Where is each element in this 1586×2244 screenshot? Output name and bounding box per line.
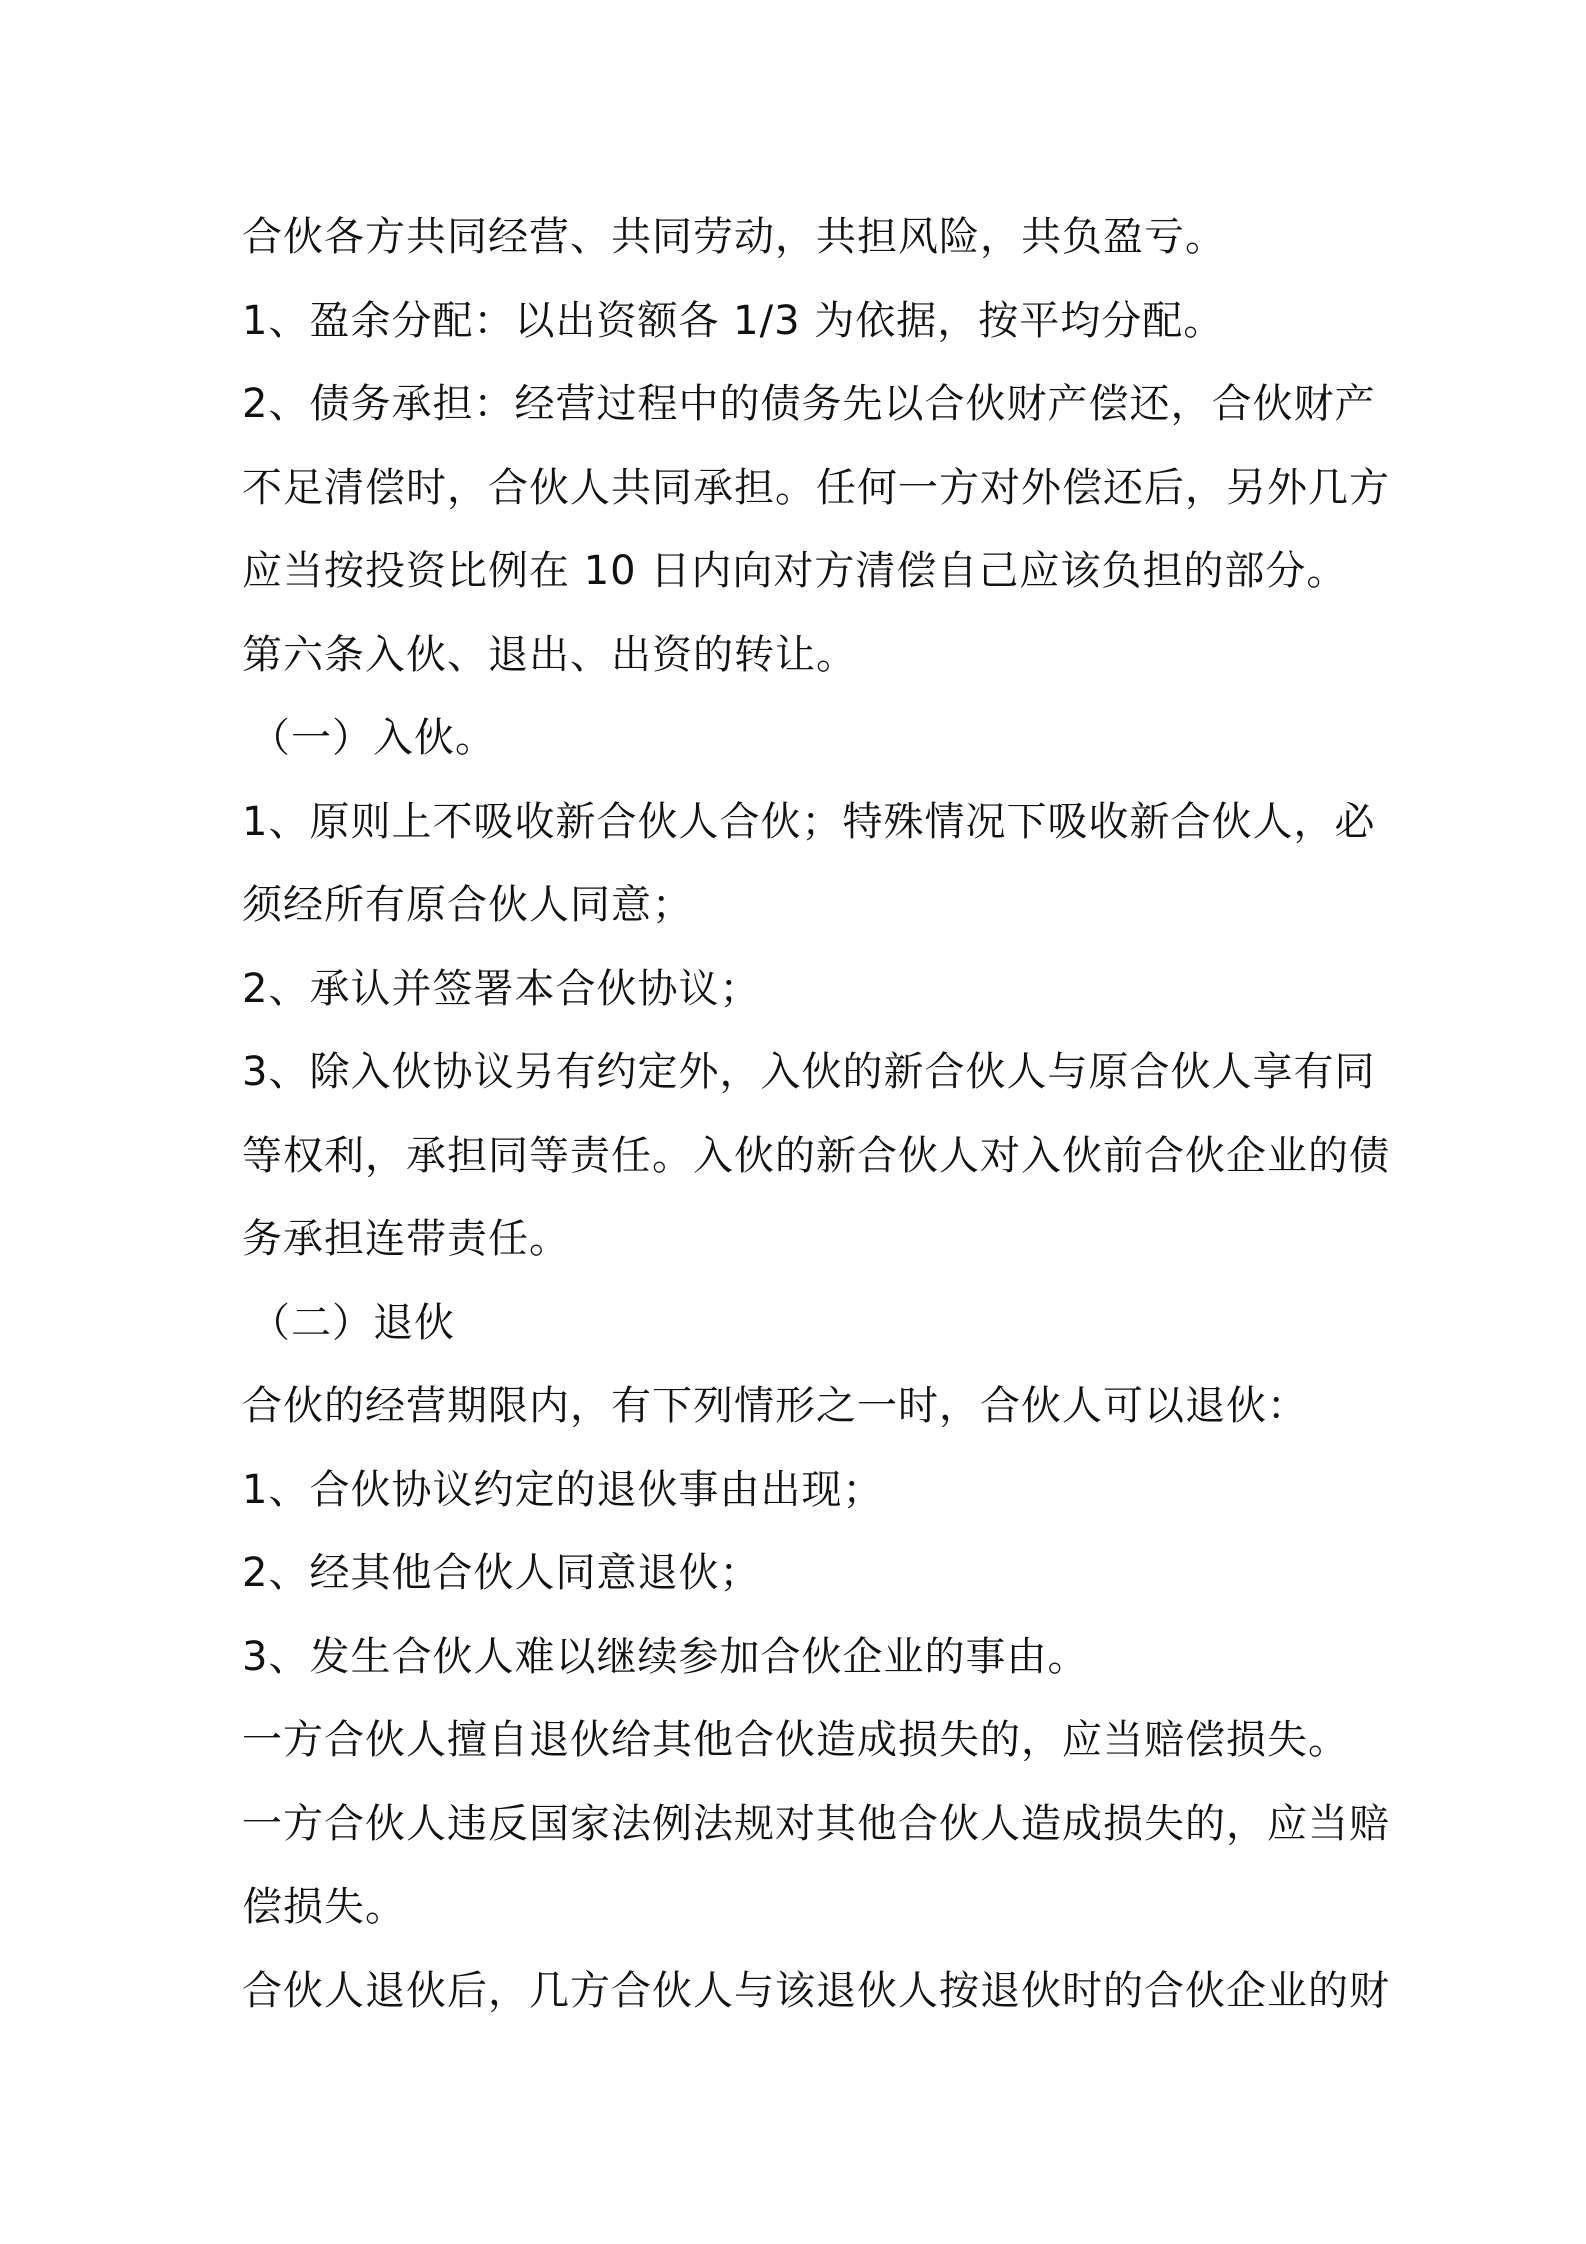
- paragraph-line: 合伙各方共同经营、共同劳动，共担风险，共负盈亏。: [242, 214, 1226, 260]
- paragraph-line: 1、盈余分配：以出资额各 1/3 为依据，按平均分配。: [242, 297, 1225, 344]
- paragraph-line: 务承担连带责任。: [242, 1216, 570, 1262]
- paragraph-line: 2、经其他合伙人同意退伙；: [242, 1550, 761, 1596]
- subsection-heading: （二）退伙: [250, 1299, 455, 1346]
- subsection-heading: （一）入伙。: [250, 715, 496, 761]
- paragraph-line: 1、原则上不吸收新合伙人合伙；特殊情况下吸收新合伙人，必: [242, 798, 1376, 845]
- paragraph-line: 须经所有原合伙人同意；: [242, 882, 693, 928]
- paragraph-line: 不足清偿时，合伙人共同承担。任何一方对外偿还后，另外几方: [242, 464, 1390, 511]
- paragraph-line: 2、债务承担：经营过程中的债务先以合伙财产偿还，合伙财产: [242, 381, 1376, 427]
- paragraph-line: 1、合伙协议约定的退伙事由出现；: [242, 1466, 884, 1513]
- paragraph-line: 应当按投资比例在 10 日内向对方清偿自己应该负担的部分。: [242, 548, 1348, 594]
- paragraph-line: 合伙的经营期限内，有下列情形之一时，合伙人可以退伙：: [242, 1383, 1308, 1429]
- paragraph-line: 一方合伙人擅自退伙给其他合伙造成损失的，应当赔偿损失。: [242, 1717, 1349, 1763]
- paragraph-line: 3、除入伙协议另有约定外，入伙的新合伙人与原合伙人享有同: [242, 1049, 1376, 1095]
- paragraph-line: 偿损失。: [242, 1884, 406, 1930]
- document-body: [242, 196, 1390, 2033]
- paragraph-line: 2、承认并签署本合伙协议；: [242, 965, 761, 1012]
- paragraph-line: 一方合伙人违反国家法例法规对其他合伙人造成损失的，应当赔: [242, 1800, 1390, 1847]
- section-heading: 第六条入伙、退出、出资的转让。: [242, 631, 857, 678]
- paragraph-line: 3、发生合伙人难以继续参加合伙企业的事由。: [242, 1633, 1089, 1680]
- paragraph-line: 等权利，承担同等责任。入伙的新合伙人对入伙前合伙企业的债: [242, 1132, 1390, 1179]
- paragraph-line: 合伙人退伙后，几方合伙人与该退伙人按退伙时的合伙企业的财: [242, 1967, 1390, 2014]
